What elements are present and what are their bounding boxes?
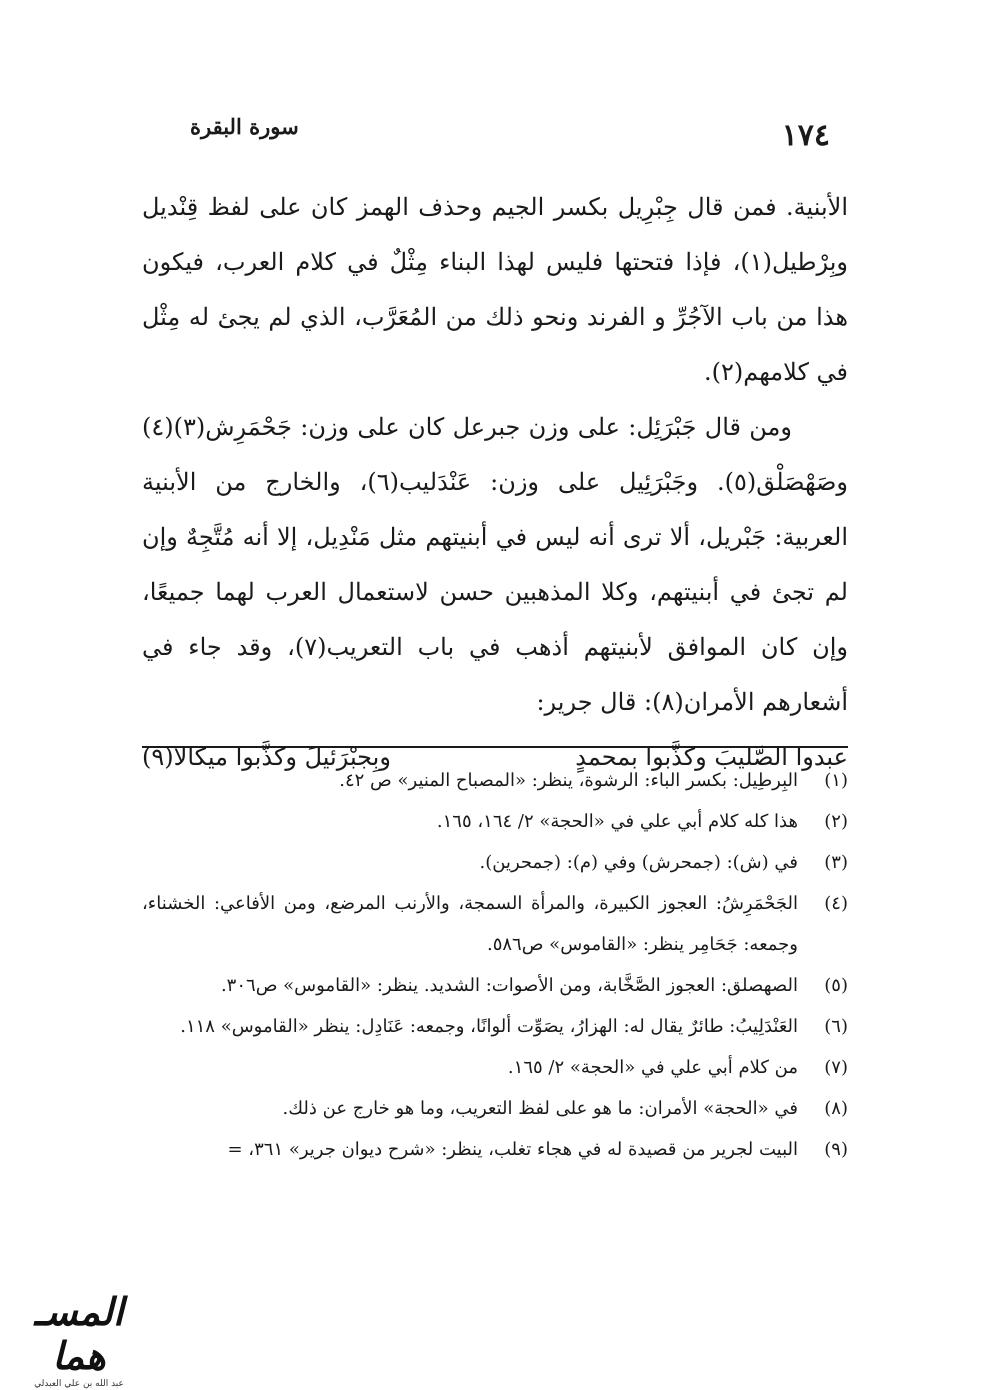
footnote — [142, 1129, 848, 1170]
page-number: ١٧٤ — [781, 118, 830, 153]
verse-second-hemistich: وبِجبْرَئيلَ وكذَّبوا ميكالا(٩) — [142, 743, 391, 771]
page-header — [160, 112, 830, 156]
footnote-number: (٣) — [824, 852, 848, 873]
footnote-number: (٢) — [824, 811, 848, 832]
footnote-text: الجَحْمَرِشُ: العجوز الكبيرة، والمرأة السمجة، والأرنب المرضع، ومن الأفاعي: الخشناء، وجمعه: جَحَامِر ينظر: «القاموس» ص٥٨٦. — [142, 893, 798, 955]
footnote-text: البِرطِيل: بكسر الباء: الرشوة، ينظر: «المصباح المنير» ص ٤٢. — [339, 770, 798, 791]
footnote — [142, 965, 848, 1006]
footnotes-list — [142, 760, 848, 1170]
logo-text: المسـ هما — [34, 1289, 124, 1378]
footnote-text: من كلام أبي علي في «الحجة» ٢/ ١٦٥. — [507, 1057, 798, 1078]
footnote-text: العَنْدَلِيبُ: طائرٌ يقال له: الهزارُ، يصَوِّت ألوانًا، وجمعه: عَنَادِل: ينظر «القاموس» ١١٨. — [180, 1016, 798, 1037]
footnote-text: هذا كله كلام أبي علي في «الحجة» ٢/ ١٦٤، ١٦٥. — [436, 811, 798, 832]
footnote-number: (٤) — [824, 893, 848, 914]
main-text — [142, 180, 848, 785]
footnote — [142, 801, 848, 842]
footnote — [142, 1006, 848, 1047]
footnote-number: (٦) — [824, 1016, 848, 1037]
footnote — [142, 842, 848, 883]
footnote — [142, 883, 848, 965]
footnote-number: (٧) — [824, 1057, 848, 1078]
footnote-text: في (ش): (جمحرش) وفي (م): (جمحرين). — [479, 852, 798, 873]
footnote-number: (٥) — [824, 975, 848, 996]
paragraph: ومن قال جَبْرَئِل: على وزن جبرعل كان على وزن: جَحْمَرِش(٣)(٤) وصَهْصَلْق(٥). وجَبْرَئِيل على وزن: عَنْدَليب(٦)، والخارج من الأبنية العربية: جَبْريل، ألا ترى أنه ليس في أبنيتهم مثل مَنْدِيل، إلا أنه مُتَّجِهٌ وإن لم تجئ في أبنيتهم، وكلا المذهبين حسن لاستعمال العرب لهما جميعًا، وإن كان الموافق لأبنيتهم أذهب في باب التعريب(٧)، وقد جاء في أشعارهم الأمران(٨): قال جرير: — [142, 413, 848, 716]
footnote-number: (١) — [824, 770, 848, 791]
logo-subtext: عبد الله بن علي العبدلي — [34, 1379, 124, 1389]
footnote — [142, 1088, 848, 1129]
footnote-number: (٩) — [824, 1139, 848, 1160]
footnote — [142, 760, 848, 801]
footnote-text: في «الحجة» الأمران: ما هو على لفظ التعريب، وما هو خارج عن ذلك. — [282, 1098, 798, 1119]
footnote-number: (٨) — [824, 1098, 848, 1119]
footnote-separator — [142, 746, 848, 748]
verse-first-hemistich: عبدوا الصَّليبَ وكذَّبوا بمحمدٍ — [575, 743, 848, 771]
footnote — [142, 1047, 848, 1088]
paragraph: الأبنية. فمن قال جِبْرِيل بكسر الجيم وحذف الهمز كان على لفظ قِنْديل وبِرْطيل(١)، فإذا فتحتها فليس لهذا البناء مِثْلٌ في كلام العرب، فيكون هذا من باب الآجُرِّ و الفرند ونحو ذلك من المُعَرَّب، الذي لم يجئ له مِثْل في كلامهم(٢). — [142, 193, 849, 386]
publisher-logo — [14, 1289, 144, 1389]
running-title: سورة البقرة — [190, 114, 299, 139]
footnote-text: الصهصلق: العجوز الصَّخَّابة، ومن الأصوات: الشديد. ينظر: «القاموس» ص٣٠٦. — [220, 975, 798, 996]
footnote-text: البيت لجرير من قصيدة له في هجاء تغلب، ينظر: «شرح ديوان جرير» ٣٦١، = — [227, 1139, 798, 1160]
